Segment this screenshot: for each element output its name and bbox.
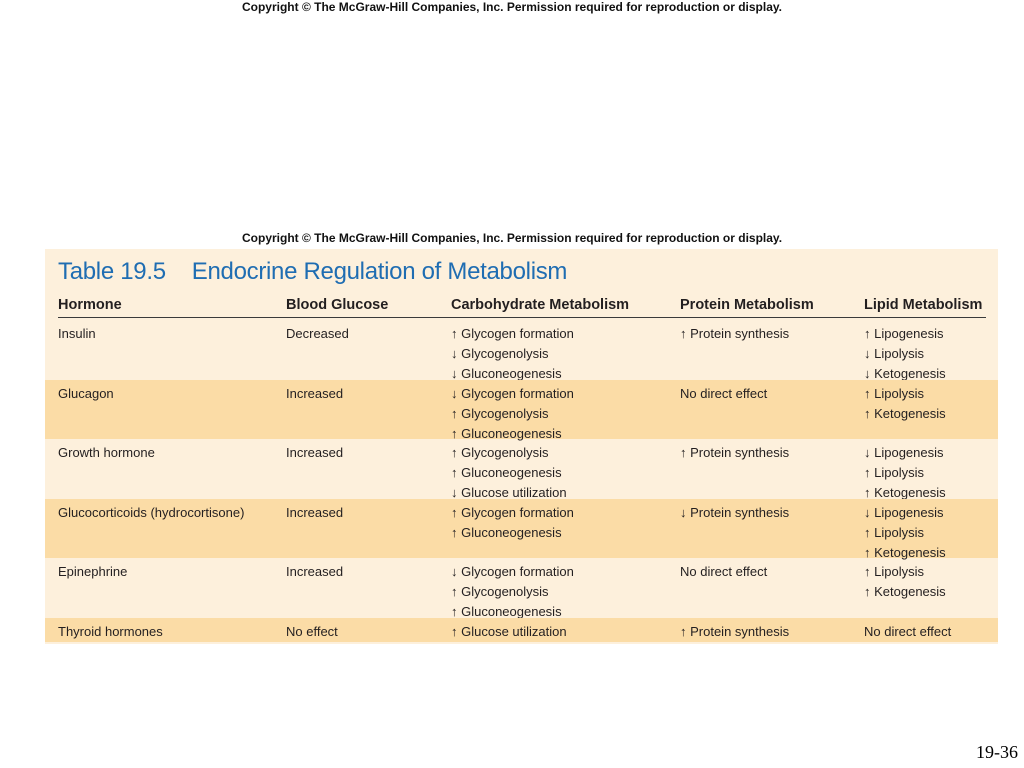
cell-line: ↓ Glycogen formation <box>451 564 574 579</box>
copyright-notice-table: Copyright © The McGraw-Hill Companies, Inc. Permission required for reproduction or display. <box>242 231 783 245</box>
cell-lipid <box>864 443 946 502</box>
cell-line: ↓ Lipogenesis <box>864 445 944 460</box>
cell-protein <box>680 622 789 642</box>
cell-line: ↑ Glycogen formation <box>451 505 574 520</box>
cell-carbohydrate <box>451 503 574 543</box>
cell-blood-glucose <box>286 324 349 344</box>
cell-line: ↑ Lipolysis <box>864 524 924 540</box>
cell-line: Increased <box>286 564 344 579</box>
cell-line: ↑ Gluconeogenesis <box>451 425 562 441</box>
cell-line: ↑ Protein synthesis <box>680 624 790 639</box>
cell-lipid <box>864 622 951 642</box>
cell-carbohydrate <box>451 622 567 642</box>
header-hormone: Hormone <box>58 297 122 313</box>
cell-line: Thyroid hormones <box>58 624 163 639</box>
cell-line: ↓ Protein synthesis <box>680 505 790 520</box>
cell-line: ↑ Lipogenesis <box>864 326 944 341</box>
table-title <box>58 257 567 287</box>
cell-carbohydrate <box>451 443 567 502</box>
cell-line: ↑ Gluconeogenesis <box>451 603 562 619</box>
table-number: Table 19.5 <box>58 258 166 285</box>
page-number: 19-36 <box>976 742 1018 762</box>
cell-blood-glucose <box>286 443 343 463</box>
cell-line: ↓ Gluconeogenesis <box>451 365 562 381</box>
table-row <box>45 439 998 499</box>
cell-line: ↑ Glycogenolysis <box>451 583 549 599</box>
cell-carbohydrate <box>451 324 574 383</box>
cell-line: ↑ Glycogenolysis <box>451 445 549 460</box>
cell-line: ↓ Glucose utilization <box>451 484 567 500</box>
cell-hormone <box>58 503 244 523</box>
cell-line: ↑ Protein synthesis <box>680 445 790 460</box>
header-rule <box>58 317 986 318</box>
cell-line: ↑ Gluconeogenesis <box>451 464 562 480</box>
cell-line: ↑ Ketogenesis <box>864 484 946 500</box>
cell-line: No effect <box>286 624 338 639</box>
cell-line: ↓ Glycogenolysis <box>451 345 549 361</box>
cell-hormone <box>58 562 127 582</box>
cell-line: ↑ Glycogen formation <box>451 326 574 341</box>
cell-line: Glucocorticoids (hydrocortisone) <box>58 505 245 520</box>
table-name: Endocrine Regulation of Metabolism <box>191 258 568 285</box>
cell-line: ↓ Lipogenesis <box>864 505 944 520</box>
cell-line: Insulin <box>58 326 96 341</box>
cell-blood-glucose <box>286 503 343 523</box>
cell-line: ↑ Ketogenesis <box>864 544 946 560</box>
cell-line: ↑ Glucose utilization <box>451 624 567 639</box>
header-carbohydrate: Carbohydrate Metabolism <box>451 297 630 313</box>
cell-line: ↓ Glycogen formation <box>451 386 574 401</box>
cell-hormone <box>58 622 163 642</box>
table-row <box>45 380 998 439</box>
table-row <box>45 320 998 380</box>
cell-blood-glucose <box>286 562 343 582</box>
cell-line: No direct effect <box>680 386 768 401</box>
cell-hormone <box>58 324 96 344</box>
copyright-notice-top: Copyright © The McGraw-Hill Companies, Inc. Permission required for reproduction or display. <box>241 0 783 14</box>
cell-lipid <box>864 503 946 562</box>
cell-line: Decreased <box>286 326 349 341</box>
cell-lipid <box>864 324 946 383</box>
cell-line: No direct effect <box>680 564 768 579</box>
cell-lipid <box>864 384 946 424</box>
header-lipid: Lipid Metabolism <box>864 297 983 313</box>
cell-lipid <box>864 562 946 602</box>
cell-line: ↑ Ketogenesis <box>864 583 946 599</box>
cell-carbohydrate <box>451 562 574 621</box>
cell-line: ↓ Ketogenesis <box>864 365 946 381</box>
cell-hormone <box>58 384 114 404</box>
cell-line: Growth hormone <box>58 445 155 460</box>
cell-line: ↑ Lipolysis <box>864 564 924 579</box>
header-blood-glucose: Blood Glucose <box>286 297 389 313</box>
metabolism-table <box>45 249 998 644</box>
header-protein: Protein Metabolism <box>680 297 814 313</box>
table-row <box>45 499 998 558</box>
cell-line: Glucagon <box>58 386 114 401</box>
cell-line: ↑ Lipolysis <box>864 386 924 401</box>
table-row <box>45 558 998 618</box>
table-row <box>45 618 998 642</box>
cell-line: ↑ Gluconeogenesis <box>451 524 562 540</box>
cell-hormone <box>58 443 155 463</box>
cell-protein <box>680 443 789 463</box>
cell-line: ↑ Ketogenesis <box>864 405 946 421</box>
cell-line: No direct effect <box>864 624 952 639</box>
cell-carbohydrate <box>451 384 574 443</box>
cell-line: ↑ Lipolysis <box>864 464 924 480</box>
cell-blood-glucose <box>286 622 338 642</box>
cell-line: Increased <box>286 445 344 460</box>
cell-blood-glucose <box>286 384 343 404</box>
cell-line: ↑ Glycogenolysis <box>451 405 549 421</box>
cell-line: ↑ Protein synthesis <box>680 326 790 341</box>
cell-protein <box>680 562 767 582</box>
cell-line: ↓ Lipolysis <box>864 345 924 361</box>
cell-protein <box>680 384 767 404</box>
cell-protein <box>680 503 789 523</box>
cell-line: Increased <box>286 505 344 520</box>
cell-protein <box>680 324 789 344</box>
cell-line: Epinephrine <box>58 564 128 579</box>
cell-line: Increased <box>286 386 344 401</box>
